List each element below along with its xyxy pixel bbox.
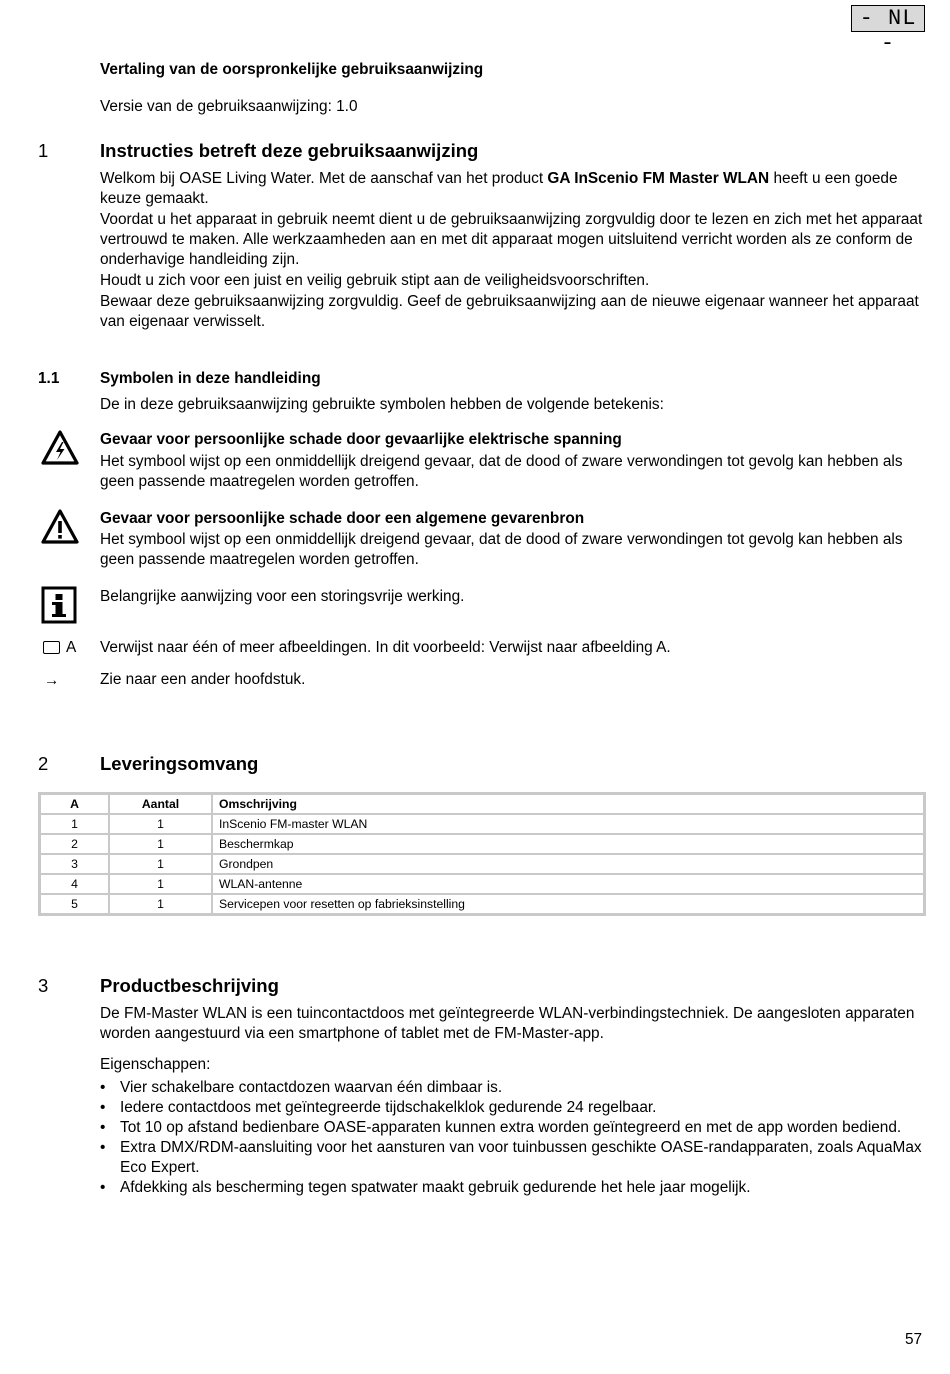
section-1-para-3: Houdt u zich voor een juist en veilig gebruik stipt aan de veiligheidsvoorschriften.	[100, 272, 650, 289]
info-text: Belangrijke aanwijzing voor een storingsvrije werking.	[100, 588, 465, 605]
arrow-right-icon: →	[44, 672, 60, 689]
table-cell: 1	[109, 874, 212, 894]
column-header: Omschrijving	[212, 794, 924, 814]
list-item	[100, 1118, 930, 1138]
section-1-1-number: 1.1	[38, 370, 60, 387]
page-number: 57	[905, 1331, 923, 1348]
bullet-icon: •	[100, 1179, 106, 1196]
table-cell: Servicepen voor resetten op fabrieksinstelling	[212, 894, 924, 914]
table-cell: 2	[40, 834, 109, 854]
general-hazard-text: Het symbool wijst op een onmiddellijk dreigend gevaar, dat de dood of zware verwondingen tot gevolg kan hebben als geen passende maatregelen worden getroffen.	[100, 531, 903, 568]
table-cell: Beschermkap	[212, 834, 924, 854]
general-hazard-title: Gevaar voor persoonlijke schade door een algemene gevarenbron	[100, 510, 585, 527]
chapter-reference-text: Zie naar een ander hoofdstuk.	[100, 671, 306, 688]
section-1-para-4: Bewaar deze gebruiksaanwijzing zorgvuldig. Geef de gebruiksaanwijzing aan de nieuwe eigenaar wanneer het apparaat van eigenaar verwisselt.	[100, 293, 919, 330]
table-cell: 3	[40, 854, 109, 874]
feature-text: Tot 10 op afstand bedienbare OASE-apparaten kunnen extra worden geïntegreerd en met de app worden bediend.	[120, 1119, 902, 1136]
table-cell: 1	[109, 854, 212, 874]
manual-version: Versie van de gebruiksaanwijzing: 1.0	[100, 98, 358, 115]
features-label: Eigenschappen:	[100, 1056, 211, 1073]
welcome-suffix: heeft u een goede keuze gemaakt.	[100, 170, 898, 207]
table-row	[40, 874, 924, 894]
column-header: A	[40, 794, 109, 814]
table-row	[40, 854, 924, 874]
table-cell: 1	[40, 814, 109, 834]
table-cell: 1	[109, 894, 212, 914]
table-cell: 1	[109, 814, 212, 834]
symbols-intro: De in deze gebruiksaanwijzing gebruikte symbolen hebben de volgende betekenis:	[100, 396, 664, 413]
figure-reference-text: Verwijst naar één of meer afbeeldingen. In dit voorbeeld: Verwijst naar afbeelding A.	[100, 639, 671, 656]
table-cell: 1	[109, 834, 212, 854]
table-cell: 5	[40, 894, 109, 914]
electrical-hazard-title: Gevaar voor persoonlijke schade door gevaarlijke elektrische spanning	[100, 431, 622, 448]
section-2-number: 2	[38, 753, 49, 774]
welcome-prefix: Welkom bij OASE Living Water. Met de aanschaf van het product	[100, 170, 548, 187]
list-item	[100, 1098, 930, 1118]
general-hazard-icon	[40, 508, 80, 546]
figure-reference-icon	[43, 641, 60, 654]
bullet-icon: •	[100, 1099, 106, 1116]
table-header-row	[40, 794, 924, 814]
section-1-title: Instructies betreft deze gebruiksaanwijzing	[100, 140, 479, 161]
electrical-hazard-text: Het symbool wijst op een onmiddellijk dreigend gevaar, dat de dood of zware verwondingen tot gevolg kan hebben als geen passende maatregelen worden getroffen.	[100, 453, 903, 490]
electrical-hazard-icon	[40, 429, 80, 467]
info-icon	[41, 586, 77, 624]
feature-text: Vier schakelbare contactdozen waarvan één dimbaar is.	[120, 1079, 503, 1096]
section-3-para-1: De FM-Master WLAN is een tuincontactdoos met geïntegreerde WLAN-verbindingstechniek. De aangesloten apparaten worden aangestuurd via een smartphone of tablet met de FM-Master-app.	[100, 1005, 915, 1042]
feature-text: Extra DMX/RDM-aansluiting voor het aansturen van voor tuinbussen geschikte OASE-randapparaten, zoals AquaMax Eco Expert.	[120, 1139, 922, 1176]
section-3-title: Productbeschrijving	[100, 975, 279, 996]
product-name: GA InScenio FM Master WLAN	[547, 170, 770, 187]
section-1-para-2: Voordat u het apparaat in gebruik neemt dient u de gebruiksaanwijzing zorgvuldig door te lezen en zich met het apparaat vertrouwd te maken. Alle werkzaamheden aan en met dit apparaat mogen uitsluitend verricht worden als ze conform de onderhavige handleiding zijn.	[100, 211, 923, 268]
feature-text: Iedere contactdoos met geïntegreerde tijdschakelklok gedurende 24 regelbaar.	[120, 1099, 657, 1116]
section-2-title: Leveringsomvang	[100, 753, 259, 774]
language-badge: - NL -	[851, 5, 925, 32]
column-header: Aantal	[109, 794, 212, 814]
table-cell: 4	[40, 874, 109, 894]
feature-text: Afdekking als bescherming tegen spatwater maakt gebruik gedurende het hele jaar mogelijk.	[120, 1179, 751, 1196]
translation-note: Vertaling van de oorspronkelijke gebruiksaanwijzing	[100, 61, 484, 78]
section-1-1-title: Symbolen in deze handleiding	[100, 370, 321, 387]
table-row	[40, 814, 924, 834]
figure-reference-letter: A	[66, 639, 77, 656]
table-row	[40, 894, 924, 914]
table-cell: Grondpen	[212, 854, 924, 874]
feature-list	[100, 1078, 930, 1198]
bullet-icon: •	[100, 1079, 106, 1096]
delivery-table	[38, 792, 926, 916]
table-cell: WLAN-antenne	[212, 874, 924, 894]
bullet-icon: •	[100, 1119, 106, 1136]
table-cell: InScenio FM-master WLAN	[212, 814, 924, 834]
bullet-icon: •	[100, 1139, 106, 1156]
list-item	[100, 1138, 930, 1178]
section-1-number: 1	[38, 140, 49, 161]
table-row	[40, 834, 924, 854]
list-item	[100, 1178, 930, 1198]
section-3-number: 3	[38, 975, 49, 996]
section-1-welcome	[100, 169, 930, 209]
list-item	[100, 1078, 930, 1098]
